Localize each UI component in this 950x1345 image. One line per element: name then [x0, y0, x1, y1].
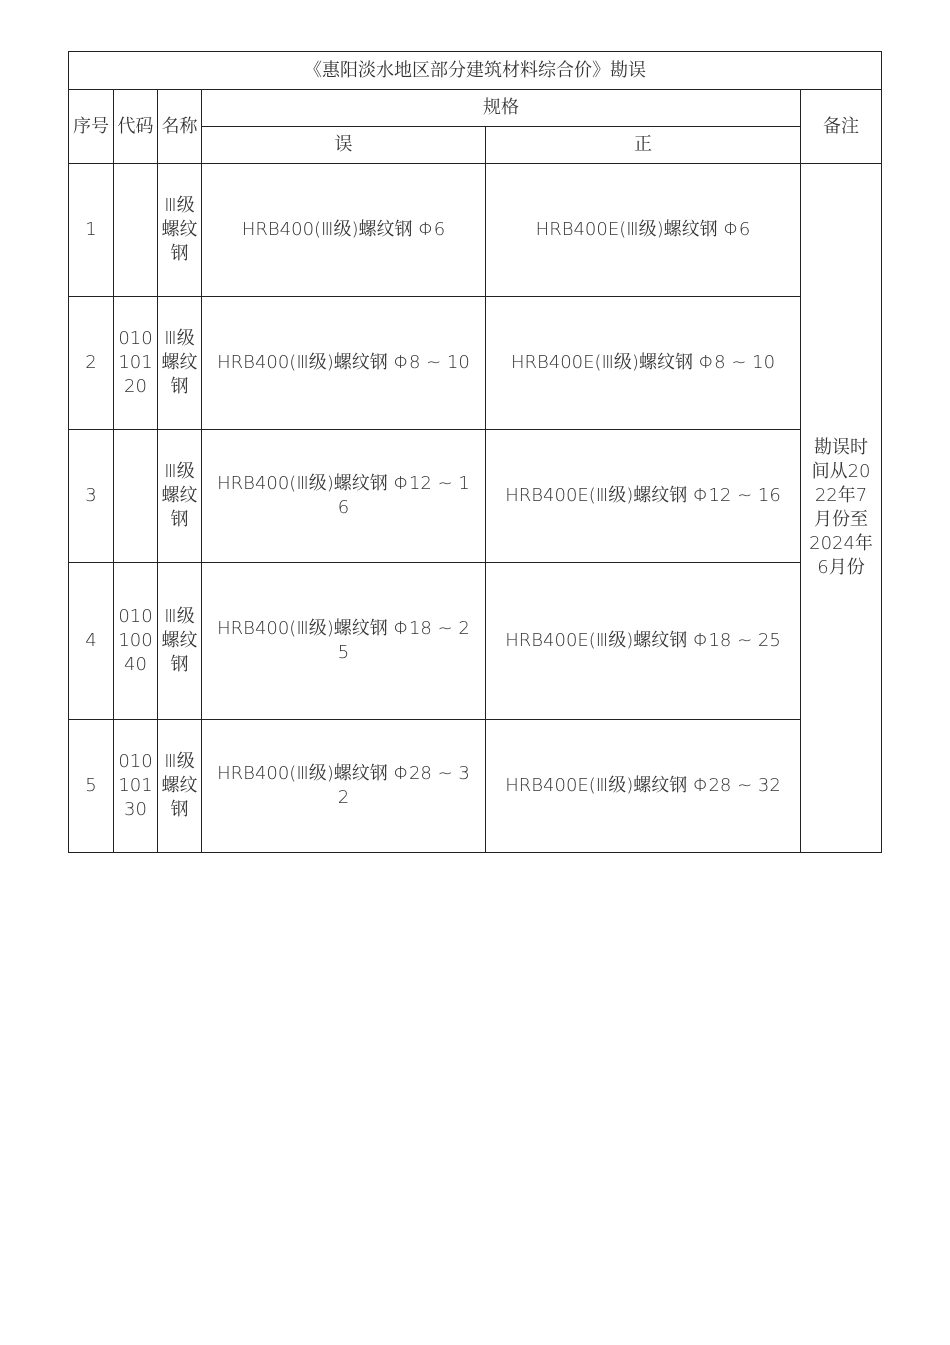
- row-name: Ⅲ级螺纹钢: [158, 430, 202, 563]
- table-row: [69, 563, 882, 720]
- header-code: 代码: [114, 90, 158, 164]
- errata-table: [68, 51, 882, 853]
- row-wrong-spec: HRB400(Ⅲ级)螺纹钢 Φ6: [202, 164, 486, 297]
- row-code: [114, 430, 158, 563]
- table-row: [69, 297, 882, 430]
- row-seq: 5: [69, 720, 114, 853]
- row-code: 01010130: [114, 720, 158, 853]
- table-row: [69, 720, 882, 853]
- row-seq: 3: [69, 430, 114, 563]
- row-code: 01010040: [114, 563, 158, 720]
- row-name: Ⅲ级螺纹钢: [158, 720, 202, 853]
- header-name: 名称: [158, 90, 202, 164]
- table-title: 《惠阳淡水地区部分建筑材料综合价》勘误: [69, 52, 882, 90]
- row-name: Ⅲ级螺纹钢: [158, 563, 202, 720]
- row-correct-spec: HRB400E(Ⅲ级)螺纹钢 Φ18 ~ 25: [486, 563, 801, 720]
- row-seq: 4: [69, 563, 114, 720]
- row-wrong-spec: HRB400(Ⅲ级)螺纹钢 Φ8 ~ 10: [202, 297, 486, 430]
- header-seq: 序号: [69, 90, 114, 164]
- title-row: [69, 52, 882, 90]
- row-name: Ⅲ级螺纹钢: [158, 297, 202, 430]
- remark-cell: 勘误时间从2022年7月份至2024年6月份: [801, 164, 882, 853]
- row-code: 01010120: [114, 297, 158, 430]
- header-remark: 备注: [801, 90, 882, 164]
- row-correct-spec: HRB400E(Ⅲ级)螺纹钢 Φ6: [486, 164, 801, 297]
- header-wrong: 误: [202, 127, 486, 164]
- table-row: [69, 164, 882, 297]
- header-spec: 规格: [202, 90, 801, 127]
- header-correct: 正: [486, 127, 801, 164]
- row-wrong-spec: HRB400(Ⅲ级)螺纹钢 Φ28 ~ 32: [202, 720, 486, 853]
- table-row: [69, 430, 882, 563]
- header-row-1: [69, 90, 882, 127]
- row-wrong-spec: HRB400(Ⅲ级)螺纹钢 Φ18 ~ 25: [202, 563, 486, 720]
- row-correct-spec: HRB400E(Ⅲ级)螺纹钢 Φ8 ~ 10: [486, 297, 801, 430]
- row-wrong-spec: HRB400(Ⅲ级)螺纹钢 Φ12 ~ 16: [202, 430, 486, 563]
- row-name: Ⅲ级螺纹钢: [158, 164, 202, 297]
- row-seq: 1: [69, 164, 114, 297]
- row-seq: 2: [69, 297, 114, 430]
- row-code: [114, 164, 158, 297]
- row-correct-spec: HRB400E(Ⅲ级)螺纹钢 Φ12 ~ 16: [486, 430, 801, 563]
- row-correct-spec: HRB400E(Ⅲ级)螺纹钢 Φ28 ~ 32: [486, 720, 801, 853]
